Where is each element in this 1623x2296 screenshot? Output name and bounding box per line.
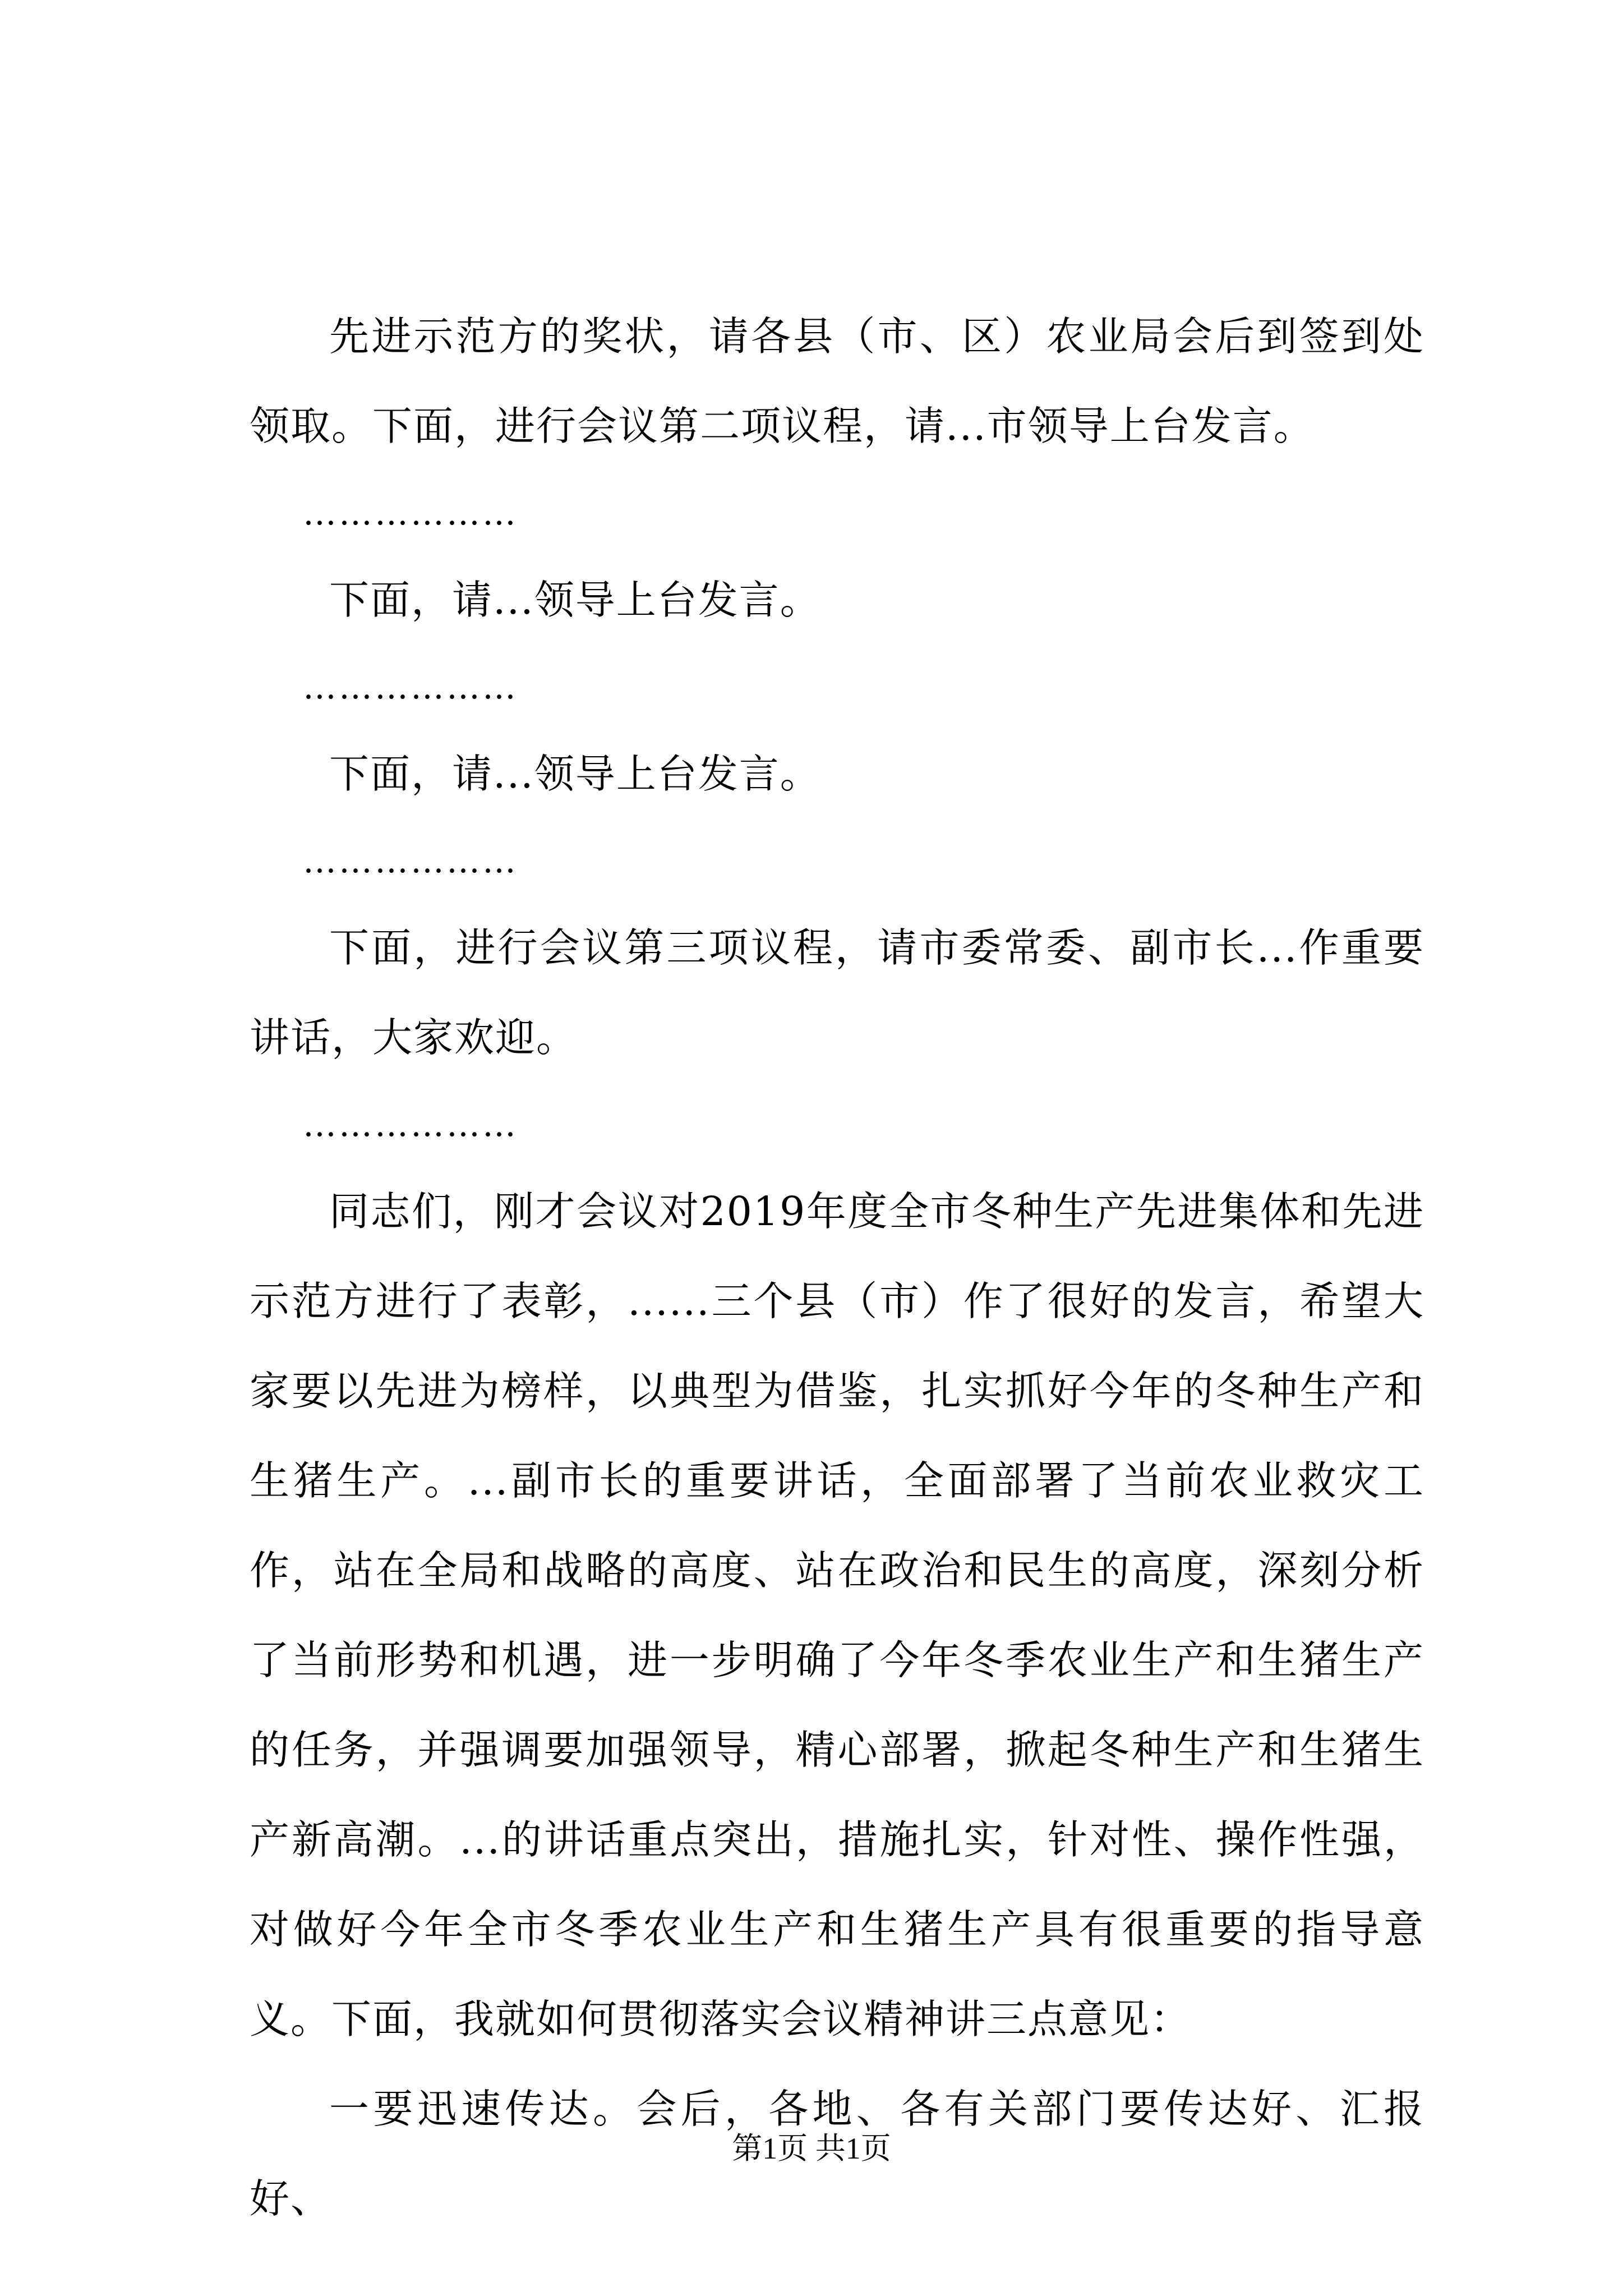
paragraph: 下面，进行会议第三项议程，请市委常委、副市长...作重要讲话，大家欢迎。 bbox=[250, 924, 1424, 1061]
page-number-label: 第1页 共1页 bbox=[732, 2132, 891, 2165]
paragraph: 同志们，刚才会议对2019年度全市冬种生产先进集体和先进示范方进行了表彰，......三个县（市）作了很好的发言，希望大家要以先进为榜样，以典型为借鉴，扎实抓好今年的冬种生产和生猪生产。...副市长的重要讲话，全面部署了当前农业救灾工作，站在全局和战略的高度、站在政治和民生的高度，深刻分析了当前形势和机遇，进一步明确了今年冬季农业生产和生猪生产的任务，并强调要加强领导，精心部署，掀起冬种生产和生猪生产新高潮。...的讲话重点突出，措施扎实，针对性、操作性强，对做好今年全市冬季农业生产和生猪生产具有很重要的指导意义。下面，我就如何贯彻落实会议精神讲三点意见： bbox=[250, 1188, 1424, 2042]
paragraph: 一要迅速传达。会后，各地、各有关部门要传达好、汇报好、 bbox=[250, 2086, 1424, 2222]
page-footer bbox=[0, 2129, 1623, 2168]
paragraph: 先进示范方的奖状，请各县（市、区）农业局会后到签到处领取。下面，进行会议第二项议程，请...市领导上台发言。 bbox=[250, 313, 1424, 449]
ellipsis-line: ……………… bbox=[303, 841, 518, 881]
document-body bbox=[250, 292, 1424, 2244]
paragraph: 下面，请...领导上台发言。 bbox=[329, 751, 821, 797]
ellipsis-line: ……………… bbox=[303, 668, 518, 707]
paragraph: 下面，请...领导上台发言。 bbox=[329, 577, 821, 623]
ellipsis-line: ……………… bbox=[303, 494, 518, 533]
ellipsis-line: ……………… bbox=[303, 1105, 518, 1144]
